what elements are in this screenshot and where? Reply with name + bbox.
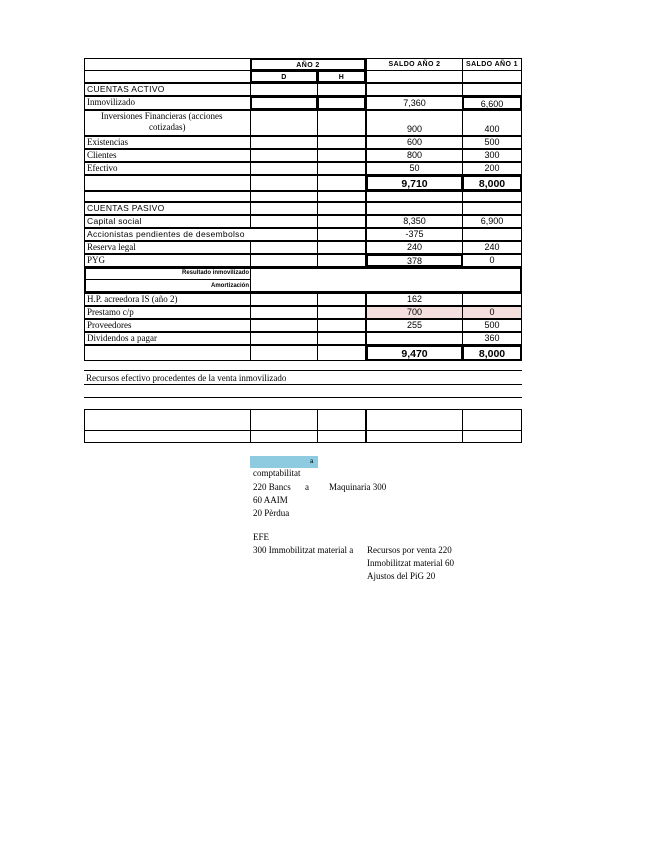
haber-cell xyxy=(317,293,366,306)
debe-cell xyxy=(250,254,318,267)
note-line3: 20 Pèrdua xyxy=(253,508,290,518)
row-label-line2: cotizadas) xyxy=(149,122,186,132)
debe-cell xyxy=(267,228,318,241)
haber-cell xyxy=(317,96,366,110)
saldo2-cell: 700 xyxy=(366,306,463,319)
blank xyxy=(250,267,522,293)
saldo1-cell: 500 xyxy=(462,136,522,149)
divider xyxy=(84,384,522,385)
saldo1-cell: 240 xyxy=(462,241,522,254)
note-efe-line2: Inmobilitzat material 60 xyxy=(367,558,454,568)
note-line1c: Maquinaria 300 xyxy=(329,482,387,492)
saldo1-cell xyxy=(462,228,522,241)
haber-cell xyxy=(317,215,366,228)
blank xyxy=(250,191,318,202)
saldo2-cell: 255 xyxy=(366,319,463,332)
debe-cell xyxy=(250,110,318,136)
saldo2-cell: 600 xyxy=(366,136,463,149)
debe-cell xyxy=(250,241,318,254)
blank xyxy=(84,175,251,191)
subrow-amortizacion: Amortización xyxy=(210,283,249,289)
row-label: Existencias xyxy=(84,136,251,149)
divider xyxy=(84,279,251,280)
row-label: Reserva legal xyxy=(84,241,251,254)
haber-cell xyxy=(317,319,366,332)
debe-cell xyxy=(250,149,318,162)
total-activo-saldo1: 8,000 xyxy=(462,175,522,191)
saldo2-cell: 240 xyxy=(366,241,463,254)
header-saldo1: SALDO AÑO 1 xyxy=(462,58,522,71)
note-line1b: a xyxy=(305,482,309,492)
note-line1a: 220 Bancs xyxy=(253,482,291,492)
saldo1-cell: 6,900 xyxy=(462,215,522,228)
blank xyxy=(366,83,463,96)
blank xyxy=(462,202,522,215)
blank xyxy=(462,409,522,431)
blank xyxy=(366,430,463,443)
header-blank-3 xyxy=(366,70,463,83)
blank xyxy=(462,191,522,202)
debe-cell xyxy=(250,96,318,110)
total-pasivo-saldo1: 8,000 xyxy=(462,345,522,361)
saldo2-cell: 378 xyxy=(366,254,463,267)
blank xyxy=(250,430,318,443)
blank xyxy=(366,409,463,431)
header-debe: D xyxy=(250,70,318,83)
haber-cell xyxy=(317,110,366,136)
blank xyxy=(317,345,366,361)
saldo2-cell: 8,350 xyxy=(366,215,463,228)
total-pasivo-saldo2: 9,470 xyxy=(366,345,463,361)
blank xyxy=(84,409,251,431)
blank xyxy=(317,191,366,202)
blank xyxy=(317,430,366,443)
blank xyxy=(462,83,522,96)
header-blank-2 xyxy=(84,70,251,83)
blank xyxy=(366,202,463,215)
saldo1-cell: 0 xyxy=(462,254,522,267)
blank xyxy=(250,345,318,361)
row-label: Clientes xyxy=(84,149,251,162)
row-label: Inmovilizado xyxy=(84,96,251,110)
row-label: Proveedores xyxy=(84,319,251,332)
debe-cell xyxy=(250,293,318,306)
debe-cell xyxy=(250,136,318,149)
total-activo-saldo2: 9,710 xyxy=(366,175,463,191)
blank xyxy=(250,175,318,191)
blank xyxy=(317,175,366,191)
row-label xyxy=(84,110,251,136)
saldo1-cell: 0 xyxy=(462,306,522,319)
saldo2-cell: 7,360 xyxy=(366,96,463,110)
haber-cell xyxy=(317,162,366,175)
header-blank-4 xyxy=(462,70,522,83)
saldo2-cell: 50 xyxy=(366,162,463,175)
header-ano2: AÑO 2 xyxy=(250,58,366,71)
saldo1-cell: 200 xyxy=(462,162,522,175)
note-efe: EFE xyxy=(253,532,270,542)
activo-title: CUENTAS ACTIVO xyxy=(84,83,251,96)
row-label: Capital social xyxy=(84,215,251,228)
header-saldo2: SALDO AÑO 2 xyxy=(366,58,463,71)
row-label: H.P. acreedora IS (año 2) xyxy=(84,293,251,306)
blank xyxy=(366,191,463,202)
subrow-resultado: Resultado inmovilizado xyxy=(181,270,249,276)
pasivo-title: CUENTAS PASIVO xyxy=(84,202,251,215)
haber-cell xyxy=(317,136,366,149)
debe-cell xyxy=(250,162,318,175)
blank xyxy=(462,430,522,443)
saldo1-cell xyxy=(462,293,522,306)
blank xyxy=(317,409,366,431)
saldo1-cell: 300 xyxy=(462,149,522,162)
blank xyxy=(317,83,366,96)
divider xyxy=(84,397,522,398)
debe-cell xyxy=(250,306,318,319)
saldo2-cell: -375 xyxy=(366,228,463,241)
saldo1-cell: 6,600 xyxy=(462,96,522,110)
divider xyxy=(84,370,522,371)
blank-row xyxy=(84,191,251,202)
note-tag: a xyxy=(310,459,314,465)
row-label: Dividendos a pagar xyxy=(84,332,251,345)
saldo2-cell: 162 xyxy=(366,293,463,306)
haber-cell xyxy=(317,149,366,162)
note-efe-line1b: Recursos por venta 220 xyxy=(367,545,452,555)
debe-cell xyxy=(250,332,318,345)
row-label: Prestamo c/p xyxy=(84,306,251,319)
saldo1-cell: 500 xyxy=(462,319,522,332)
saldo1-cell: 360 xyxy=(462,332,522,345)
row-label-line1: Inversiones Financieras (acciones xyxy=(101,111,223,121)
note-comptabilitat: comptabilitat xyxy=(253,468,301,478)
debe-cell xyxy=(250,215,318,228)
blank xyxy=(250,83,318,96)
recursos-label: Recursos efectivo procedentes de la venta inmovilizado xyxy=(86,373,287,383)
blank xyxy=(84,430,251,443)
note-efe-line1a: 300 Immobilitzat material a xyxy=(253,545,354,555)
saldo2-cell: 900 xyxy=(366,110,463,136)
haber-cell xyxy=(317,228,366,241)
header-haber: H xyxy=(317,70,366,83)
note-line2: 60 AAIM xyxy=(253,495,288,505)
note-efe-line3: Ajustos del PiG 20 xyxy=(367,571,436,581)
debe-cell xyxy=(250,319,318,332)
row-label: Accionistas pendientes de desembolso xyxy=(84,228,267,241)
haber-cell xyxy=(317,332,366,345)
saldo2-cell: 800 xyxy=(366,149,463,162)
blank xyxy=(250,409,318,431)
blank xyxy=(84,345,251,361)
haber-cell xyxy=(317,306,366,319)
haber-cell xyxy=(317,241,366,254)
blank xyxy=(250,202,318,215)
row-label: PYG xyxy=(84,254,251,267)
saldo1-cell: 400 xyxy=(462,110,522,136)
highlight-cell xyxy=(250,456,318,468)
haber-cell xyxy=(317,254,366,267)
blank xyxy=(317,202,366,215)
saldo2-cell xyxy=(366,332,463,345)
row-label: Efectivo xyxy=(84,162,251,175)
